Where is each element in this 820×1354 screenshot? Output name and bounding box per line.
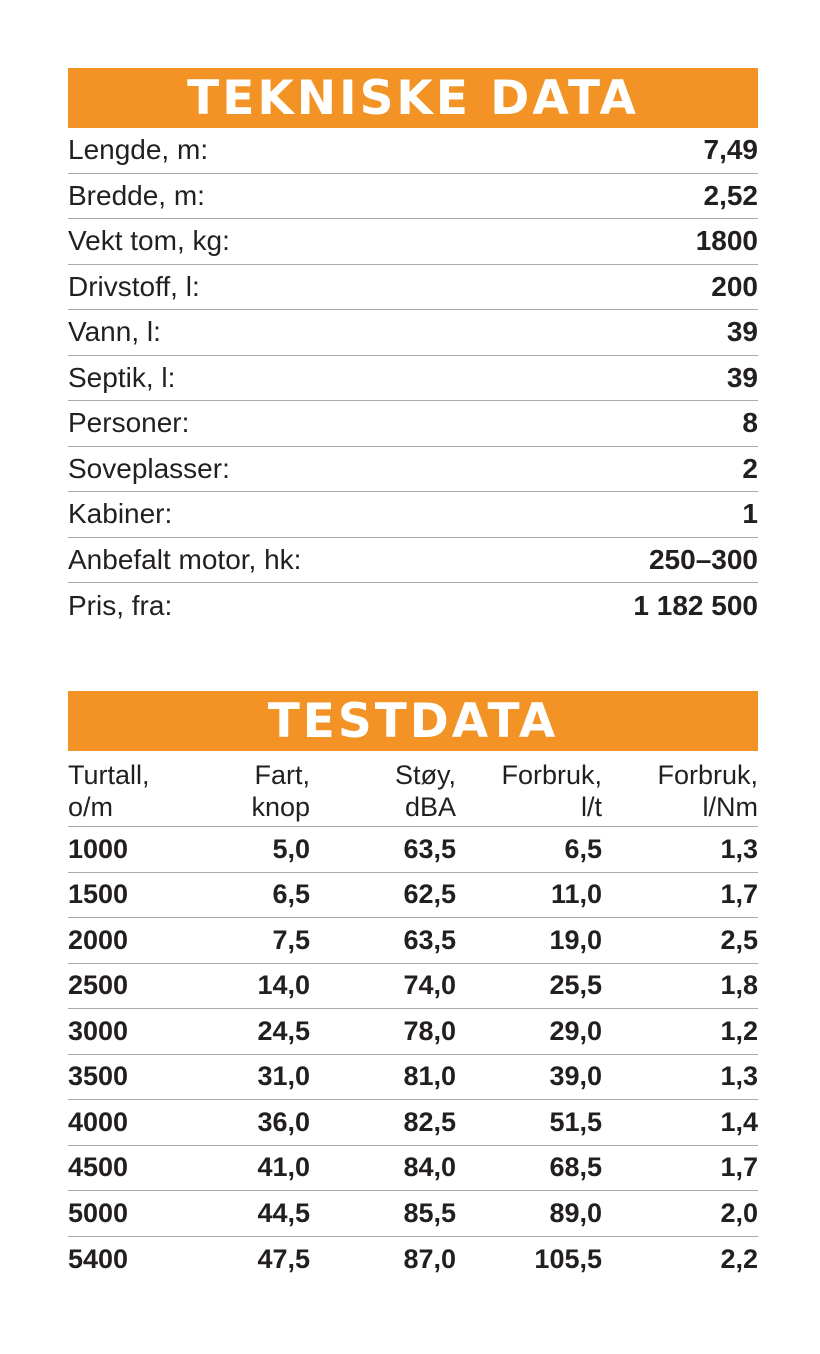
spec-label: Anbefalt motor, hk: <box>68 543 302 575</box>
spec-value: 1 <box>742 498 758 530</box>
test-cell: 82,5 <box>403 1106 456 1137</box>
test-cell: 1500 <box>68 879 129 910</box>
spec-row <box>68 447 758 493</box>
test-data-title: TESTDATA <box>68 691 758 751</box>
column-header <box>602 759 758 826</box>
column-header-line2: o/m <box>68 792 114 822</box>
test-cell: 6,5 <box>564 833 602 864</box>
test-cell: 29,0 <box>549 1015 602 1046</box>
test-cell: 1,4 <box>720 1106 758 1137</box>
spec-row <box>68 265 758 311</box>
test-cell: 1,3 <box>720 1061 758 1092</box>
spec-label: Kabiner: <box>68 498 173 530</box>
technical-data-rows <box>68 128 758 629</box>
spec-row <box>68 128 758 174</box>
spec-label: Pris, fra: <box>68 589 173 621</box>
test-row <box>68 1100 758 1146</box>
test-cell: 7,5 <box>272 924 310 955</box>
test-cell: 105,5 <box>534 1243 602 1274</box>
test-cell: 4000 <box>68 1106 129 1137</box>
test-cell: 51,5 <box>549 1106 602 1137</box>
spec-label: Personer: <box>68 407 190 439</box>
test-cell: 3000 <box>68 1015 129 1046</box>
test-data-header-row <box>68 751 758 827</box>
test-cell: 2000 <box>68 924 129 955</box>
test-cell: 31,0 <box>257 1061 310 1092</box>
test-cell: 68,5 <box>549 1152 602 1183</box>
test-cell: 62,5 <box>403 879 456 910</box>
spec-row <box>68 492 758 538</box>
test-cell: 74,0 <box>403 970 456 1001</box>
test-row <box>68 827 758 873</box>
test-data-table <box>68 691 758 1282</box>
test-cell: 63,5 <box>403 833 456 864</box>
test-cell: 1,7 <box>720 879 758 910</box>
spec-label: Vann, l: <box>68 316 161 348</box>
spec-label: Septik, l: <box>68 361 176 393</box>
spec-label: Vekt tom, kg: <box>68 225 230 257</box>
column-header-line1: Støy, <box>394 760 456 790</box>
column-header-line1: Forbruk, <box>501 760 602 790</box>
test-cell: 1,7 <box>720 1152 758 1183</box>
spec-value: 2,52 <box>703 179 758 211</box>
test-cell: 1000 <box>68 833 129 864</box>
spec-row <box>68 401 758 447</box>
column-header-line2: l/t <box>580 792 602 822</box>
column-header <box>218 759 310 826</box>
test-cell: 2,5 <box>720 924 758 955</box>
test-cell: 4500 <box>68 1152 129 1183</box>
test-cell: 14,0 <box>257 970 310 1001</box>
spec-row <box>68 219 758 265</box>
test-cell: 1,2 <box>720 1015 758 1046</box>
test-cell: 11,0 <box>550 879 602 910</box>
test-cell: 63,5 <box>403 924 456 955</box>
test-row <box>68 918 758 964</box>
spec-label: Lengde, m: <box>68 134 209 166</box>
spec-label: Bredde, m: <box>68 179 205 211</box>
test-row <box>68 1055 758 1101</box>
test-row <box>68 1146 758 1192</box>
spec-value: 7,49 <box>703 134 758 166</box>
test-cell: 3500 <box>68 1061 129 1092</box>
test-row <box>68 964 758 1010</box>
spec-row <box>68 310 758 356</box>
test-cell: 41,0 <box>257 1152 310 1183</box>
test-cell: 5400 <box>68 1243 129 1274</box>
test-cell: 47,5 <box>257 1243 310 1274</box>
spec-value: 2 <box>742 452 758 484</box>
test-cell: 85,5 <box>403 1197 456 1228</box>
spec-value: 39 <box>726 316 758 348</box>
test-row <box>68 1191 758 1237</box>
test-cell: 89,0 <box>549 1197 602 1228</box>
spec-value: 8 <box>742 407 758 439</box>
test-cell: 2,0 <box>720 1197 758 1228</box>
spec-label: Drivstoff, l: <box>68 270 200 302</box>
test-cell: 39,0 <box>549 1061 602 1092</box>
column-header <box>310 759 456 826</box>
column-header <box>456 759 602 826</box>
test-cell: 24,5 <box>257 1015 310 1046</box>
technical-data-table <box>68 68 758 629</box>
column-header-line2: l/Nm <box>702 792 758 822</box>
spec-value: 1 182 500 <box>633 589 758 621</box>
column-header-line2: knop <box>251 792 310 822</box>
test-cell: 5000 <box>68 1197 129 1228</box>
test-row <box>68 1009 758 1055</box>
column-header <box>68 759 218 826</box>
column-header-line1: Fart, <box>254 760 310 790</box>
spec-row <box>68 583 758 629</box>
spec-label: Soveplasser: <box>68 452 230 484</box>
test-cell: 84,0 <box>403 1152 456 1183</box>
test-cell: 2500 <box>68 970 129 1001</box>
spec-row <box>68 538 758 584</box>
spec-row <box>68 174 758 220</box>
test-cell: 44,5 <box>257 1197 310 1228</box>
test-cell: 5,0 <box>272 833 310 864</box>
test-cell: 81,0 <box>403 1061 456 1092</box>
test-cell: 19,0 <box>549 924 602 955</box>
test-row <box>68 1237 758 1283</box>
column-header-line1: Forbruk, <box>657 760 758 790</box>
spec-value: 1800 <box>695 225 758 257</box>
spec-value: 250–300 <box>648 543 758 575</box>
spec-row <box>68 356 758 402</box>
column-header-line1: Turtall, <box>68 760 150 790</box>
test-cell: 87,0 <box>403 1243 456 1274</box>
spec-value: 200 <box>711 270 758 302</box>
column-header-line2: dBA <box>404 792 456 822</box>
spec-value: 39 <box>726 361 758 393</box>
test-row <box>68 873 758 919</box>
test-cell: 2,2 <box>720 1243 758 1274</box>
test-data-rows <box>68 827 758 1282</box>
test-cell: 1,3 <box>720 833 758 864</box>
test-cell: 25,5 <box>549 970 602 1001</box>
test-cell: 78,0 <box>403 1015 456 1046</box>
test-cell: 6,5 <box>272 879 310 910</box>
test-cell: 36,0 <box>257 1106 310 1137</box>
test-cell: 1,8 <box>720 970 758 1001</box>
technical-data-title: TEKNISKE DATA <box>68 68 758 128</box>
